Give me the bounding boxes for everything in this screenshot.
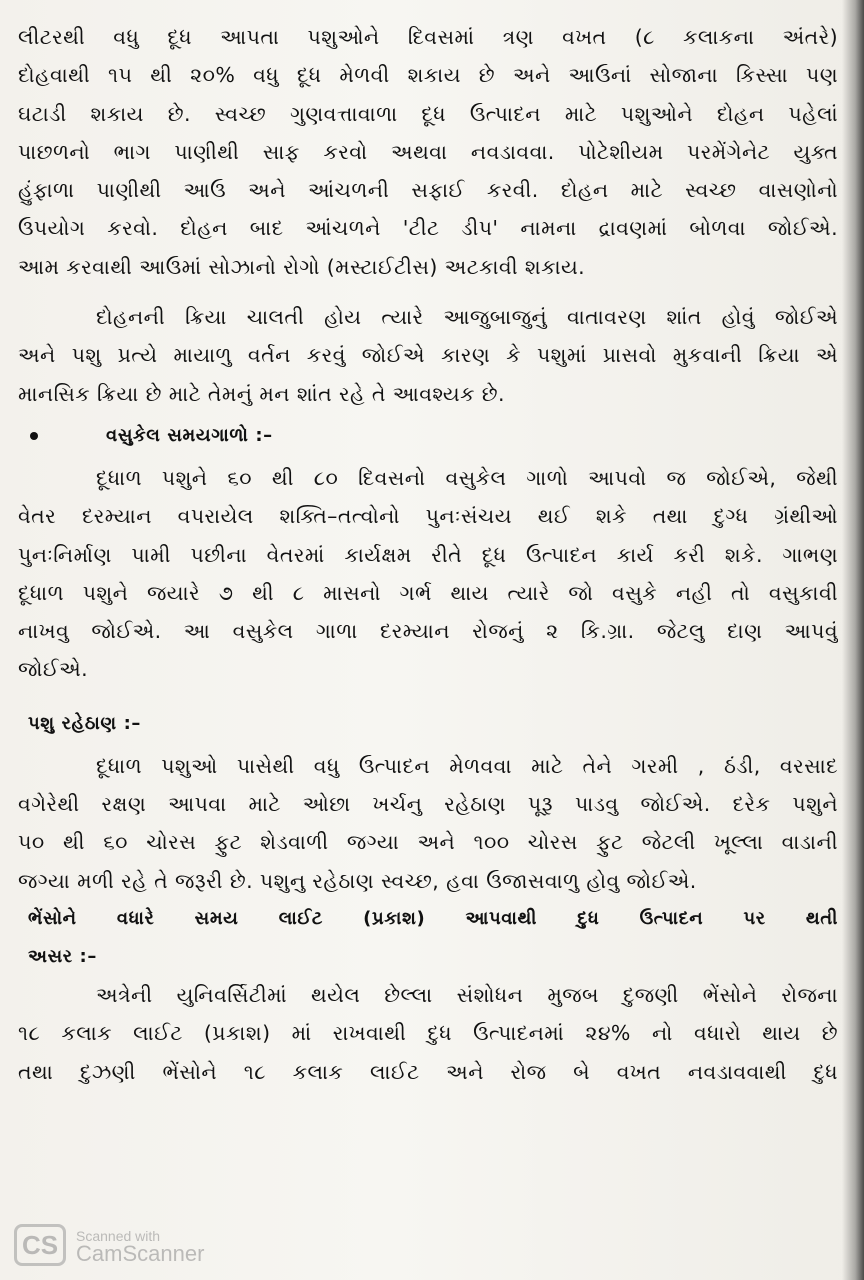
heading-text: અસર :– — [28, 945, 97, 967]
text-line: જોઈએ. — [18, 657, 89, 682]
paragraph-housing — [18, 747, 838, 900]
text-line: હુંફાળા પાણીથી આઉ અને આંચળની સફાઈ કરવી. દોહન માટે સ્વચ્છ વાસણોનો — [18, 178, 838, 203]
text-line: પાછળનો ભાગ પાણીથી સાફ કરવો અથવા નવડાવવા. પોટેશીયમ પરમેંગેનેટ યુક્ત — [18, 139, 838, 164]
text-line: વેતર દરમ્યાન વપરાયેલ શક્તિ–તત્વોનો પુનઃસંચય થઈ શકે તથા દુગ્ધ ગ્રંથીઓ — [18, 504, 838, 529]
paragraph-light — [18, 976, 838, 1091]
section-heading-light — [18, 900, 838, 976]
camscanner-logo-icon: CS — [14, 1224, 66, 1266]
watermark-text — [76, 1227, 205, 1266]
text-line: નાખવુ જોઈએ. આ વસુકેલ ગાળા દરમ્યાન રોજનું ૨ કિ.ગ્રા. જેટલુ દાણ આપવું — [18, 619, 838, 644]
bullet-icon — [30, 432, 38, 440]
text-line: ઘટાડી શકાય છે. સ્વચ્છ ગુણવત્તાવાળા દૂધ ઉત્પાદન માટે પશુઓને દોહન પહેલાં — [18, 101, 838, 126]
text-line: વગેરેથી રક્ષણ આપવા માટે ઓછા ખર્ચનુ રહેઠાણ પૂરૂ પાડવુ જોઈએ. દરેક પશુને — [18, 792, 838, 817]
paragraph-calm-environment — [18, 298, 838, 413]
text-line: તથા દુઝણી ભેંસોને ૧૮ કલાક લાઈટ અને રોજ બે વખત નવડાવવાથી દુધ — [18, 1059, 838, 1084]
camscanner-watermark — [14, 1224, 204, 1266]
text-line: આમ કરવાથી આઉમાં સોઝાનો રોગો (મસ્ટાઈટીસ) અટકાવી શકાય. — [18, 254, 586, 279]
text-line: દૂધાળ પશુને ૬૦ થી ૮૦ દિવસનો વસુકેલ ગાળો આપવો જ જોઈએ, જેથી — [96, 465, 838, 490]
heading-text: વસુકેલ સમયગાળો :– — [106, 425, 273, 447]
paragraph-milking — [18, 18, 838, 286]
section-heading-dry-period — [18, 413, 838, 459]
text-line: ૧૮ કલાક લાઈટ (પ્રકાશ) માં રાખવાથી દુધ ઉત્પાદનમાં ૨૪% નો વધારો થાય છે — [18, 1021, 838, 1046]
section-heading-housing: પશુ રહેઠાણ :– — [28, 712, 141, 734]
watermark-brand: CamScanner — [76, 1241, 205, 1266]
text-line: દૂધાળ પશુઓ પાસેથી વધુ ઉત્પાદન મેળવવા માટે તેને ગરમી , ઠંડી, વરસાદ — [96, 753, 838, 778]
text-line: લીટરથી વધુ દૂધ આપતા પશુઓને દિવસમાં ત્રણ વખત (૮ કલાકના અંતરે) — [18, 25, 838, 49]
text-line: દોહવાથી ૧૫ થી ૨૦% વધુ દૂધ મેળવી શકાય છે અને આઉનાં સોજાના કિસ્સા પણ — [18, 63, 838, 88]
text-line: દોહનની ક્રિયા ચાલતી હોય ત્યારે આજુબાજુનું વાતાવરણ શાંત હોવું જોઈએ — [96, 305, 838, 330]
watermark-line: Scanned with — [76, 1228, 161, 1244]
page-edge-shadow — [842, 0, 864, 1280]
text-line: જગ્યા મળી રહે તે જરૂરી છે. પશુનુ રહેઠાણ સ્વચ્છ, હવા ઉજાસવાળુ હોવુ જોઈએ. — [18, 868, 697, 893]
text-line: દૂધાળ પશુને જયારે ૭ થી ૮ માસનો ગર્ભ થાય ત્યારે જો વસુકે નહી તો વસુકાવી — [18, 580, 838, 605]
text-line: ઉપયોગ કરવો. દોહન બાદ આંચળને 'ટીટ ડીપ' નામના દ્રાવણમાં બોળવા જોઈએ. — [18, 216, 838, 241]
document-body — [18, 18, 838, 1091]
paragraph-dry-period — [18, 459, 838, 689]
heading-text: ભેંસોને વધારે સમય લાઈટ (પ્રકાશ) આપવાથી દુધ ઉત્પાદન પર થતી — [28, 907, 838, 929]
text-line: ૫૦ થી ૬૦ ચોરસ ફુટ શેડવાળી જગ્યા અને ૧૦૦ ચોરસ ફુટ જેટલી ખૂલ્લા વાડાની — [18, 830, 838, 855]
text-line: પુનઃનિર્માણ પામી પછીના વેતરમાં કાર્યક્ષમ રીતે દૂધ ઉત્પાદન કાર્ય કરી શકે. ગાભણ — [18, 542, 838, 567]
text-line: અત્રેની યુનિવર્સિટીમાં થયેલ છેલ્લા સંશોધન મુજબ દુજણી ભેંસોને રોજના — [96, 982, 838, 1007]
text-line: અને પશુ પ્રત્યે માયાળુ વર્તન કરવું જોઈએ કારણ કે પશુમાં પ્રાસવો મુકવાની ક્રિયા એ — [18, 343, 838, 368]
text-line: માનસિક ક્રિયા છે માટે તેમનું મન શાંત રહે તે આવશ્યક છે. — [18, 381, 505, 406]
